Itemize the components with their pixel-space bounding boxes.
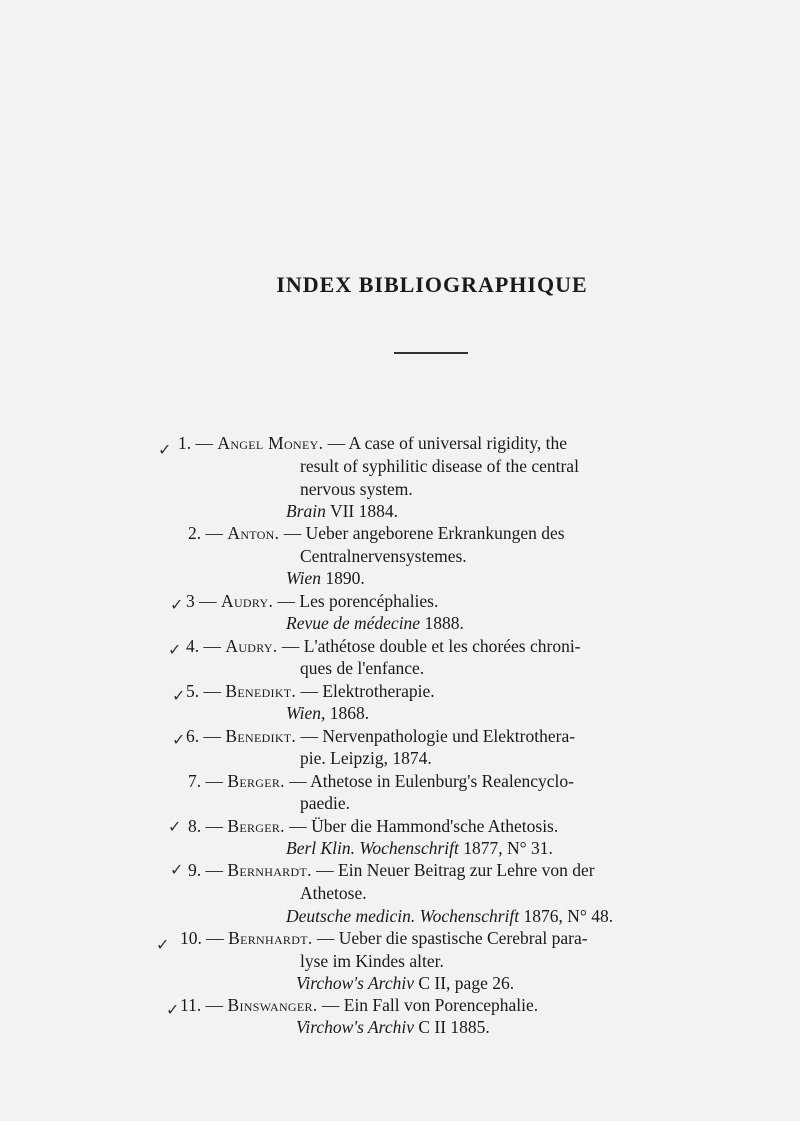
entry-number: 7. [188,771,202,791]
pencil-check-icon: ✓ [158,440,172,459]
entry-4-line-1 [186,635,581,657]
entry-7-line-1 [188,770,574,792]
entry-dash: — [199,591,217,611]
entry-title: — Athetose in Eulenburg's Realencyclo- [289,771,574,791]
entry-5-line-1 [186,680,435,702]
entry-title: — Nervenpathologie und Elektrothera- [300,726,576,746]
source-journal: Deutsche medicin. Wochenschrift [286,906,520,926]
entry-author: Bernhardt. [228,928,313,948]
entry-number: 4. [186,636,200,656]
source-detail: 1876, N° 48. [523,906,614,926]
entry-author: Benedikt. [225,681,297,701]
entry-9-line-1 [188,859,595,881]
source-detail: 1888. [424,613,464,633]
source-journal: Revue de médecine [286,613,421,633]
entry-3-source [286,612,464,634]
source-journal: Virchow's Archiv [296,973,414,993]
entry-1-line-2: result of syphilitic disease of the central [300,456,579,476]
entry-10-line-1 [180,927,588,949]
entry-9-source [286,905,613,927]
page-title: INDEX BIBLIOGRAPHIQUE [276,272,588,297]
source-journal: Virchow's Archiv [296,1017,414,1037]
entry-11-source [296,1016,490,1038]
entry-dash: — [205,771,223,791]
entry-6-line-1 [186,725,575,747]
entry-11-line-1 [180,994,538,1016]
entry-dash: — [203,726,221,746]
entry-dash: — [205,816,223,836]
entry-author: Audry. [225,636,278,656]
entry-title: — Ein Fall von Porencephalie. [321,995,539,1015]
source-detail: 1868. [329,703,370,723]
entry-1-source [286,500,398,522]
source-detail: C II 1885. [418,1017,490,1037]
entry-number: 5. [186,681,200,701]
entry-dash: — [205,860,223,880]
entry-title: — Ueber die spastische Cerebral para- [316,928,588,948]
entry-number: 8. [188,816,202,836]
entry-number: 9. [188,860,202,880]
entry-author: Benedikt. [225,726,297,746]
entry-8-source [286,837,553,859]
entry-author: Anton. [227,523,280,543]
entry-number: 1. [178,433,192,453]
entry-dash: — [195,433,213,453]
entry-author: Angel Money. [217,433,324,453]
entry-7-line-2: paedie. [300,793,351,813]
entry-dash: — [205,995,224,1015]
entry-6-line-2: pie. Leipzig, 1874. [300,748,432,768]
entry-title: — Über die Hammond'sche Athetosis. [289,816,559,836]
entry-dash: — [203,636,221,656]
entry-10-line-2: lyse im Kindes alter. [300,951,444,971]
source-detail: 1877, N° 31. [463,838,553,858]
source-detail: C II, page 26. [418,973,515,993]
entry-number: 3 [186,591,195,611]
entry-number: 11. [180,995,202,1015]
entry-author: Audry. [221,591,274,611]
title-rule [394,352,468,354]
pencil-check-icon: ✓ [166,1000,180,1019]
entry-title: — A case of universal rigidity, the [327,433,568,453]
pencil-check-icon: ✓ [170,860,184,879]
source-detail: 1890. [325,568,365,588]
entry-number: 6. [186,726,200,746]
pencil-check-icon: ✓ [170,595,184,614]
entry-title: — Ein Neuer Beitrag zur Lehre von der [316,860,595,880]
source-journal: Wien, [286,703,326,723]
source-journal: Wien [286,568,321,588]
entry-2-line-2: Centralnervensystemes. [300,546,467,566]
entry-1-line-1 [178,432,567,454]
entry-9-line-2: Athetose. [300,883,367,903]
source-journal: Berl Klin. Wochenschrift [286,838,459,858]
pencil-check-icon: ✓ [168,817,182,836]
entry-title: — Elektrotherapie. [300,681,435,701]
entry-author: Berger. [227,816,285,836]
entry-2-source [286,567,365,589]
entry-title: — L'athétose double et les chorées chroni- [281,636,581,656]
source-journal: Brain [286,501,326,521]
entry-dash: — [203,681,221,701]
entry-number: 10. [180,928,202,948]
entry-dash: — [206,928,224,948]
pencil-check-icon: ✓ [172,730,186,749]
entry-10-source [296,972,514,994]
entry-title: — Ueber angeborene Erkrankungen des [283,523,565,543]
entry-author: Bernhardt. [227,860,312,880]
entry-author: Berger. [227,771,285,791]
entry-4-line-2: ques de l'enfance. [300,658,425,678]
entry-8-line-1 [188,815,558,837]
source-detail: VII 1884. [329,501,398,521]
pencil-check-icon: ✓ [168,640,182,659]
pencil-check-icon: ✓ [156,935,170,954]
entry-title: — Les porencéphalies. [277,591,439,611]
entry-2-line-1 [188,522,565,544]
entry-1-line-3: nervous system. [300,479,413,499]
entry-5-source [286,702,369,724]
entry-3-line-1 [186,590,438,612]
entry-number: 2. [188,523,202,543]
pencil-check-icon: ✓ [172,686,186,705]
entry-dash: — [205,523,223,543]
entry-author: Binswanger. [227,995,318,1015]
